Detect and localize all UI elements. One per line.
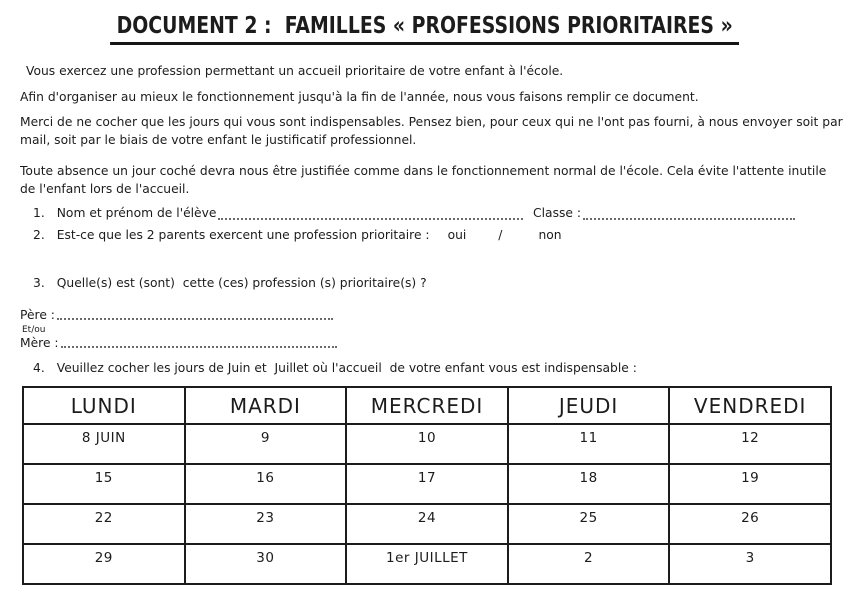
question-1-label: Nom et prénom de l'élève <box>56 206 217 220</box>
question-2-number: 2. <box>33 228 45 242</box>
mere-row <box>20 336 850 350</box>
day-cell[interactable]: 18 <box>508 464 670 504</box>
day-cell[interactable]: 17 <box>346 464 508 504</box>
day-cell[interactable]: 22 <box>23 504 185 544</box>
day-cell[interactable]: 30 <box>185 544 347 584</box>
day-cell[interactable]: 23 <box>185 504 347 544</box>
etou-label: Et/ou <box>22 325 46 335</box>
intro-paragraph-4: Toute absence un jour coché devra nous être justifiée comme dans le fonctionnement normal de l'école. Cela évite l'attente inutile de l'enfant lors de l'accueil. <box>20 164 827 196</box>
oui-option[interactable]: oui <box>447 228 467 242</box>
day-cell[interactable]: 8 JUIN <box>23 424 185 464</box>
title-container <box>0 0 850 45</box>
day-header-mardi: MARDI <box>185 387 347 424</box>
mere-profession-field[interactable] <box>61 336 337 348</box>
pere-profession-field[interactable] <box>57 308 333 320</box>
pere-row <box>20 308 850 322</box>
day-header-jeudi: JEUDI <box>508 387 670 424</box>
non-option[interactable]: non <box>538 228 562 242</box>
day-cell[interactable]: 16 <box>185 464 347 504</box>
day-cell[interactable]: 12 <box>669 424 831 464</box>
calendar-week-row <box>23 424 831 464</box>
slash-separator: / <box>498 228 503 242</box>
question-2-row <box>33 227 850 244</box>
day-cell[interactable]: 3 <box>669 544 831 584</box>
pere-label: Père : <box>20 308 55 322</box>
classe-label: Classe : <box>533 206 581 220</box>
day-cell[interactable]: 2 <box>508 544 670 584</box>
question-3-label: Quelle(s) est (sont) cette (ces) profession (s) prioritaire(s) ? <box>56 276 427 290</box>
question-1-row <box>33 205 795 222</box>
question-4-row <box>33 360 850 377</box>
classe-field[interactable] <box>583 208 795 220</box>
calendar-week-row <box>23 464 831 504</box>
day-cell[interactable]: 10 <box>346 424 508 464</box>
intro-paragraph-1: Vous exercez une profession permettant un accueil prioritaire de votre enfant à l'école. <box>26 64 564 78</box>
day-cell[interactable]: 15 <box>23 464 185 504</box>
mere-label: Mère : <box>20 336 59 350</box>
day-header-vendredi: VENDREDI <box>669 387 831 424</box>
question-3-row <box>33 275 850 292</box>
question-1-number: 1. <box>33 206 45 220</box>
day-cell[interactable]: 11 <box>508 424 670 464</box>
question-4-label: Veuillez cocher les jours de Juin et Juillet où l'accueil de votre enfant vous est indispensable : <box>56 361 637 375</box>
day-cell[interactable]: 1er JUILLET <box>346 544 508 584</box>
intro-paragraph-2: Afin d'organiser au mieux le fonctionnement jusqu'à la fin de l'année, nous vous faisons remplir ce document. <box>20 90 699 104</box>
question-3-number: 3. <box>33 276 45 290</box>
question-4-number: 4. <box>33 361 45 375</box>
calendar-week-row <box>23 544 831 584</box>
day-header-lundi: LUNDI <box>23 387 185 424</box>
day-cell[interactable]: 29 <box>23 544 185 584</box>
day-cell[interactable]: 19 <box>669 464 831 504</box>
calendar-week-row <box>23 504 831 544</box>
intro-paragraph-3: Merci de ne cocher que les jours qui vous sont indispensables. Pensez bien, pour ceux qui ne l'ont pas fourni, à nous envoyer soit par mail, soit par le biais de votre enfant le justificatif professionnel. <box>20 115 843 147</box>
question-2-label: Est-ce que les 2 parents exercent une profession prioritaire : <box>56 228 430 242</box>
day-cell[interactable]: 26 <box>669 504 831 544</box>
document-title: DOCUMENT 2 : FAMILLES « PROFESSIONS PRIORITAIRES » <box>110 13 739 45</box>
day-cell[interactable]: 24 <box>346 504 508 544</box>
calendar-table <box>22 386 832 585</box>
day-cell[interactable]: 25 <box>508 504 670 544</box>
day-header-mercredi: MERCREDI <box>346 387 508 424</box>
eleve-name-field[interactable] <box>218 208 523 220</box>
calendar-header-row <box>23 387 831 424</box>
day-cell[interactable]: 9 <box>185 424 347 464</box>
